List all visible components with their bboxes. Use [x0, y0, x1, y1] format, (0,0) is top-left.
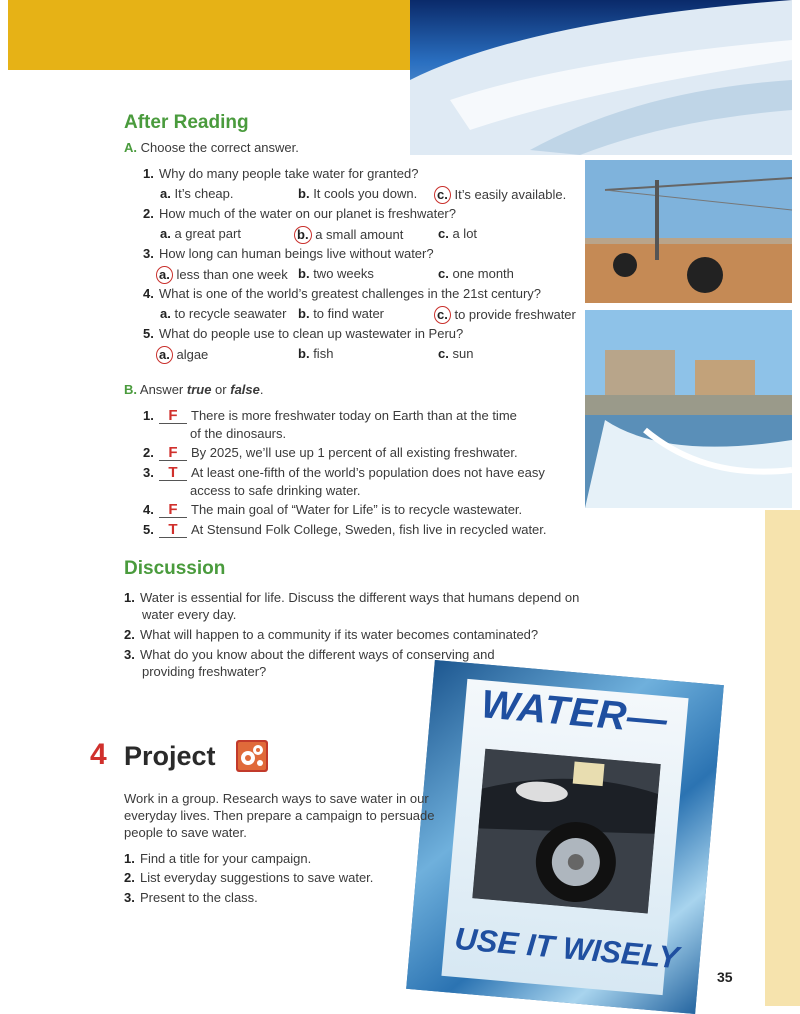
tf-item-2: 2. F By 2025, we’ll use up 1 percent of all existing freshwater.: [143, 444, 518, 461]
q4-correct-circle: c.: [434, 306, 451, 324]
question-2: 2. How much of the water on our planet is freshwater?: [143, 206, 456, 221]
q1-option-b[interactable]: b. It cools you down.: [298, 186, 418, 201]
tf-answer-2[interactable]: F: [159, 446, 187, 461]
project-number: 4: [90, 738, 107, 771]
q4-option-b[interactable]: b. to find water: [298, 306, 385, 321]
poster-bottom-text: USE IT WISELY: [453, 920, 681, 976]
irrigation-photo: [585, 160, 792, 303]
q5-option-a[interactable]: a. algae: [160, 346, 208, 364]
section-a-text: Choose the correct answer.: [140, 140, 299, 155]
tf-item-1: 1. F There is more freshwater today on Earth than at the time: [143, 407, 517, 424]
tf-item-1-cont: of the dinosaurs.: [190, 426, 287, 441]
poster: [406, 660, 724, 1014]
q5-option-c[interactable]: c. sun: [438, 346, 474, 361]
q4-option-c[interactable]: c. to provide freshwater: [438, 306, 576, 324]
q2-option-c[interactable]: c. a lot: [438, 226, 478, 241]
question-4: 4. What is one of the world’s greatest challenges in the 21st century?: [143, 286, 542, 301]
tf-item-5: 5. T At Stensund Folk College, Sweden, fish live in recycled water.: [143, 521, 547, 538]
q1-correct-circle: c.: [434, 186, 451, 204]
section-a-letter: A.: [124, 140, 137, 155]
tf-item-4: 4. F The main goal of “Water for Life” is to recycle wastewater.: [143, 501, 523, 518]
section-b-letter: B.: [124, 382, 137, 397]
question-1: 1. Why do many people take water for granted?: [143, 166, 419, 181]
q2-option-a[interactable]: a. a great part: [160, 226, 241, 241]
project-step-1: 1. Find a title for your campaign.: [124, 851, 312, 866]
car-wash-photo: [472, 749, 660, 914]
question-3: 3. How long can human beings live without water?: [143, 246, 434, 261]
q3-option-c[interactable]: c. one month: [438, 266, 514, 281]
discussion-item-2: 2. What will happen to a community if its water becomes contaminated?: [124, 627, 539, 642]
q4-option-a[interactable]: a. to recycle seawater: [160, 306, 287, 321]
q5-option-b[interactable]: b. fish: [298, 346, 334, 361]
project-title: Project: [124, 741, 216, 771]
discussion-item-1-cont: water every day.: [142, 607, 237, 622]
q3-correct-circle: a.: [156, 266, 173, 284]
discussion-item-1: 1. Water is essential for life. Discuss the different ways that humans depend on: [124, 590, 580, 605]
q3-option-b[interactable]: b. two weeks: [298, 266, 374, 281]
discussion-item-3-cont: providing freshwater?: [142, 664, 267, 679]
page-number: 35: [717, 969, 733, 985]
tf-answer-1[interactable]: F: [159, 409, 187, 424]
tf-answer-4[interactable]: F: [159, 503, 187, 518]
question-5: 5. What do people use to clean up wastewater in Peru?: [143, 326, 464, 341]
poster-top-text: WATER—: [479, 682, 670, 743]
project-intro: Work in a group. Research ways to save water in our everyday lives. Then prepare a campaign to persuade people to save water.: [124, 791, 435, 840]
project-step-3: 3. Present to the class.: [124, 890, 258, 905]
header-yellow-band: [8, 0, 410, 70]
side-stripe: [765, 510, 800, 1006]
discussion-item-3: 3. What do you know about the different ways of conserving and: [124, 647, 495, 662]
q1-option-a[interactable]: a. It’s cheap.: [160, 186, 234, 201]
tf-item-3: 3. T At least one-fifth of the world’s population does not have easy: [143, 464, 545, 481]
q2-option-b[interactable]: b. a small amount: [298, 226, 403, 244]
tf-answer-5[interactable]: T: [159, 523, 187, 538]
project-step-2: 2. List everyday suggestions to save water.: [124, 870, 374, 885]
gears-icon: [236, 740, 268, 772]
tf-answer-3[interactable]: T: [159, 466, 187, 481]
section-a-instruction: [124, 140, 299, 155]
q3-option-a[interactable]: a. less than one week: [160, 266, 288, 284]
q1-option-c[interactable]: c. It’s easily available.: [438, 186, 566, 204]
earth-photo: [410, 0, 792, 155]
desalination-photo: [585, 310, 792, 508]
discussion-heading: Discussion: [124, 558, 226, 579]
q2-correct-circle: b.: [294, 226, 312, 244]
after-reading-heading: After Reading: [124, 112, 249, 133]
section-b-instruction: B. Answer true or false.: [124, 382, 264, 397]
tf-item-3-cont: access to safe drinking water.: [190, 483, 361, 498]
q5-correct-circle: a.: [156, 346, 173, 364]
